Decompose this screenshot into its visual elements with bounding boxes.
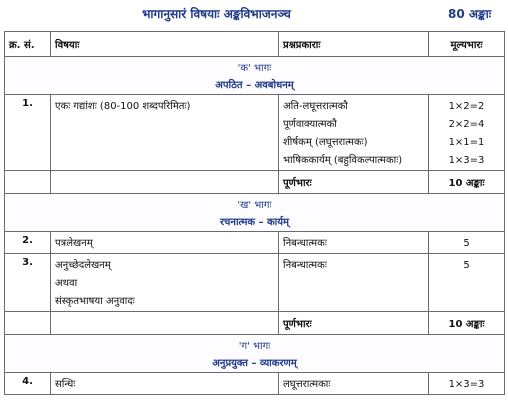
marks-value: 1×3=3 <box>448 379 485 390</box>
section-row <box>5 194 505 232</box>
table-row <box>5 254 505 312</box>
total-row <box>5 312 505 335</box>
section-part: 'क' भागः <box>237 63 272 74</box>
table-row <box>5 232 505 254</box>
question-type: पूर्णवाक्यात्मकौ <box>283 119 337 130</box>
page-title: भागानुसारं विषयाः अङ्कविभाजनञ्च <box>142 7 291 21</box>
section-part: 'ग' भागः <box>238 341 271 352</box>
row-number: 3. <box>22 257 33 268</box>
marks-value: 1×1=1 <box>448 137 485 148</box>
section-row <box>5 335 505 373</box>
marks-value: 5 <box>463 238 470 249</box>
table-row <box>5 95 505 171</box>
topic-text: अथवा <box>55 278 78 289</box>
total-marks: 80 अङ्काः <box>448 7 492 21</box>
question-type: लघूत्तरात्मकाः <box>283 379 331 390</box>
section-name: अपठित – अवबोधनम् <box>215 80 294 91</box>
total-label: पूर्णभारः <box>283 178 312 189</box>
section-name: रचनात्मक – कार्यम् <box>219 217 290 228</box>
topic-text: संस्कृतभाषया अनुवादः <box>55 296 135 307</box>
marks-value: 5 <box>463 260 470 271</box>
marks-value: 1×3=3 <box>448 155 485 166</box>
question-type: अति-लघूत्तरात्मकौ <box>283 101 348 112</box>
row-number: 2. <box>22 235 33 246</box>
marks-value: 2×2=4 <box>448 119 485 130</box>
topic-text: अनुच्छेदलेखनम् <box>55 260 111 271</box>
section-part: 'ख' भागः <box>237 200 272 211</box>
table-row <box>5 373 505 395</box>
question-type: शीर्षकम् (लघूत्तरात्मकः) <box>283 137 368 148</box>
table-header-row <box>5 32 505 57</box>
col-header-question-types: प्रश्नप्रकाराः <box>279 32 429 57</box>
col-header-weightage: मूल्यभारः <box>429 32 505 57</box>
page-header <box>0 0 508 28</box>
question-type: निबन्धात्मकः <box>283 238 327 249</box>
topic-text: पत्रलेखनम् <box>55 238 93 249</box>
total-label: पूर्णभारः <box>283 319 312 330</box>
col-header-serial: क्र. सं. <box>5 32 51 57</box>
question-type: निबन्धात्मकः <box>283 260 327 271</box>
total-value: 10 अङ्काः <box>448 178 485 189</box>
section-name: अनुप्रयुक्त – व्याकरणम् <box>212 358 297 369</box>
col-header-topics: विषयाः <box>51 32 279 57</box>
marks-value: 1×2=2 <box>448 101 485 112</box>
row-number: 1. <box>22 98 33 109</box>
row-number: 4. <box>22 376 33 387</box>
topic-text: सन्धिः <box>55 379 76 390</box>
question-type: भाषिककार्यम् (बहुविकल्पात्मकाः) <box>283 155 403 166</box>
section-row <box>5 57 505 95</box>
total-value: 10 अङ्काः <box>448 319 485 330</box>
marks-distribution-table <box>4 31 505 395</box>
topic-text: एकः गद्यांशः (80-100 शब्दपरिमितः) <box>55 101 191 112</box>
total-row <box>5 171 505 194</box>
